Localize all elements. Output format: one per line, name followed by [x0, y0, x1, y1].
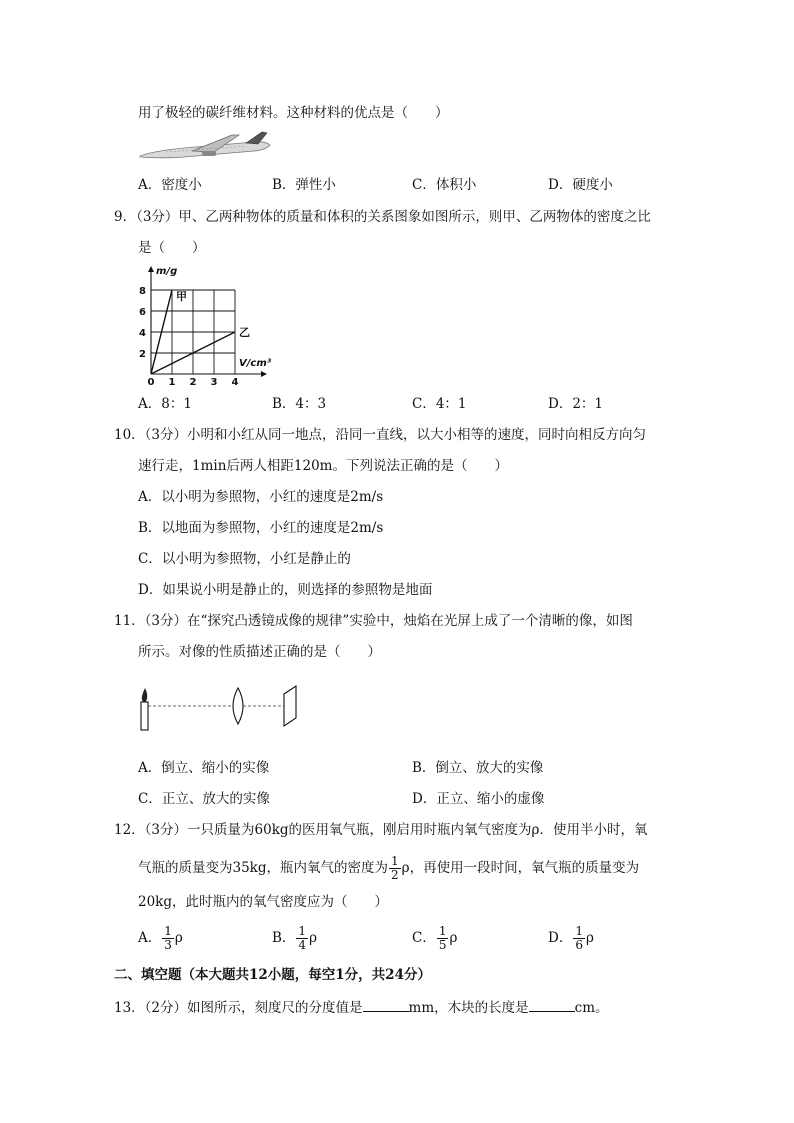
- q11-option-d: D．正立、缩小的虚像: [412, 791, 545, 807]
- x-axis-arrow: [261, 371, 267, 377]
- fraction-one-half: $\frac{1}{2}$: [391, 854, 399, 882]
- q9-line-2: 是（ ）: [138, 240, 206, 256]
- y-tick-label: 4: [139, 328, 146, 339]
- x-axis-label: V/cm³: [239, 358, 272, 369]
- q12-option-d: D． $\frac{1}{6}$ ρ: [548, 924, 594, 952]
- q13-text-c: cm。: [574, 1000, 609, 1016]
- q13-blank-1[interactable]: [363, 997, 409, 1012]
- q12-option-a: A． $\frac{1}{3}$ ρ: [138, 924, 183, 952]
- q9-option-d: D．2：1: [548, 396, 604, 412]
- q12-line-2a: 气瓶的质量变为35kg，瓶内氧气的密度为: [138, 860, 388, 876]
- fraction: $\frac{1}{4}$: [298, 924, 307, 952]
- q8-option-b: B．弹性小: [272, 177, 336, 193]
- q11-option-a: A．倒立、缩小的实像: [138, 760, 270, 776]
- q13-text-b: mm，木块的长度是: [408, 1000, 529, 1016]
- q10-option-b: B．以地面为参照物，小红的速度是2m/s: [138, 520, 384, 536]
- q12-line-2b: ρ，再使用一段时间，氧气瓶的质量变为: [401, 860, 640, 876]
- candle-body: [141, 702, 148, 730]
- q10-line-2: 速行走，1min后两人相距120m。下列说法正确的是（ ）: [138, 458, 508, 474]
- candle-flame: [142, 688, 148, 702]
- q13-blank-2[interactable]: [529, 997, 575, 1012]
- q8-option-a: A．密度小: [138, 177, 202, 193]
- series-label: 乙: [239, 326, 250, 339]
- q12-option-c: C． $\frac{1}{5}$ ρ: [412, 924, 458, 952]
- q11-option-b: B．倒立、放大的实像: [412, 760, 544, 776]
- section-2-title: 二、填空题（本大题共12小题，每空1分，共24分）: [114, 967, 431, 983]
- fraction: $\frac{1}{6}$: [575, 924, 583, 952]
- q8-stem-tail: 用了极轻的碳纤维材料。这种材料的优点是（ ）: [138, 105, 449, 121]
- q13-text-a: 13．（2分）如图所示，刻度尺的分度值是: [114, 1000, 363, 1016]
- q10-option-d: D．如果说小明是静止的，则选择的参照物是地面: [138, 582, 433, 598]
- lens-experiment-diagram: [136, 684, 306, 732]
- airplane-image: [136, 130, 272, 164]
- fraction: $\frac{1}{3}$: [164, 924, 172, 952]
- x-tick-label: 2: [189, 377, 197, 386]
- chart-grid: [151, 290, 235, 374]
- q10-option-a: A．以小明为参照物，小红的速度是2m/s: [138, 489, 384, 505]
- fraction: $\frac{1}{5}$: [438, 924, 447, 952]
- q9-line-1: 9．（3分）甲、乙两种物体的质量和体积的关系图象如图所示，则甲、乙两物体的密度之比: [114, 209, 651, 225]
- q8-option-d: D．硬度小: [548, 177, 613, 193]
- y-tick-label: 6: [139, 307, 146, 318]
- q12-line-2: [138, 852, 639, 884]
- y-axis-label: m/g: [156, 266, 178, 277]
- mass-volume-chart: [136, 264, 276, 386]
- y-tick-label: 2: [139, 349, 146, 360]
- q13-line: [114, 997, 609, 1018]
- q9-option-b: B．4：3: [272, 396, 327, 412]
- x-tick-label: 1: [168, 377, 176, 386]
- q11-option-c: C．正立、放大的实像: [138, 791, 270, 807]
- q8-option-c: C．体积小: [412, 177, 477, 193]
- q10-option-c: C．以小明为参照物，小红是静止的: [138, 551, 351, 567]
- convex-lens: [233, 688, 243, 724]
- q9-option-c: C．4：1: [412, 396, 467, 412]
- q10-line-1: 10．（3分）小明和小红从同一地点，沿同一直线，以大小相等的速度，同时向相反方向匀: [114, 427, 647, 443]
- q9-option-a: A．8：1: [138, 396, 192, 412]
- y-tick-label: 8: [139, 286, 146, 297]
- x-tick-label: 0: [147, 377, 155, 386]
- q12-line-1: 12．（3分）一只质量为60kg的医用氧气瓶，刚启用时瓶内氧气密度为ρ．使用半小时，氧: [114, 822, 648, 838]
- q12-option-b: B． $\frac{1}{4}$ ρ: [272, 924, 317, 952]
- q11-line-2: 所示。对像的性质描述正确的是（ ）: [138, 644, 381, 660]
- airplane-engine: [202, 151, 216, 156]
- light-screen: [284, 686, 296, 726]
- x-tick-label: 3: [210, 377, 218, 386]
- q11-line-1: 11．（3分）在“探究凸透镜成像的规律”实验中，烛焰在光屏上成了一个清晰的像，如图: [114, 613, 633, 629]
- chart-labels: [139, 266, 272, 386]
- q12-line-3: 20kg，此时瓶内的氧气密度应为（ ）: [138, 894, 388, 910]
- y-axis-arrow: [148, 266, 154, 272]
- x-tick-label: 4: [231, 377, 239, 386]
- series-label: 甲: [176, 290, 187, 303]
